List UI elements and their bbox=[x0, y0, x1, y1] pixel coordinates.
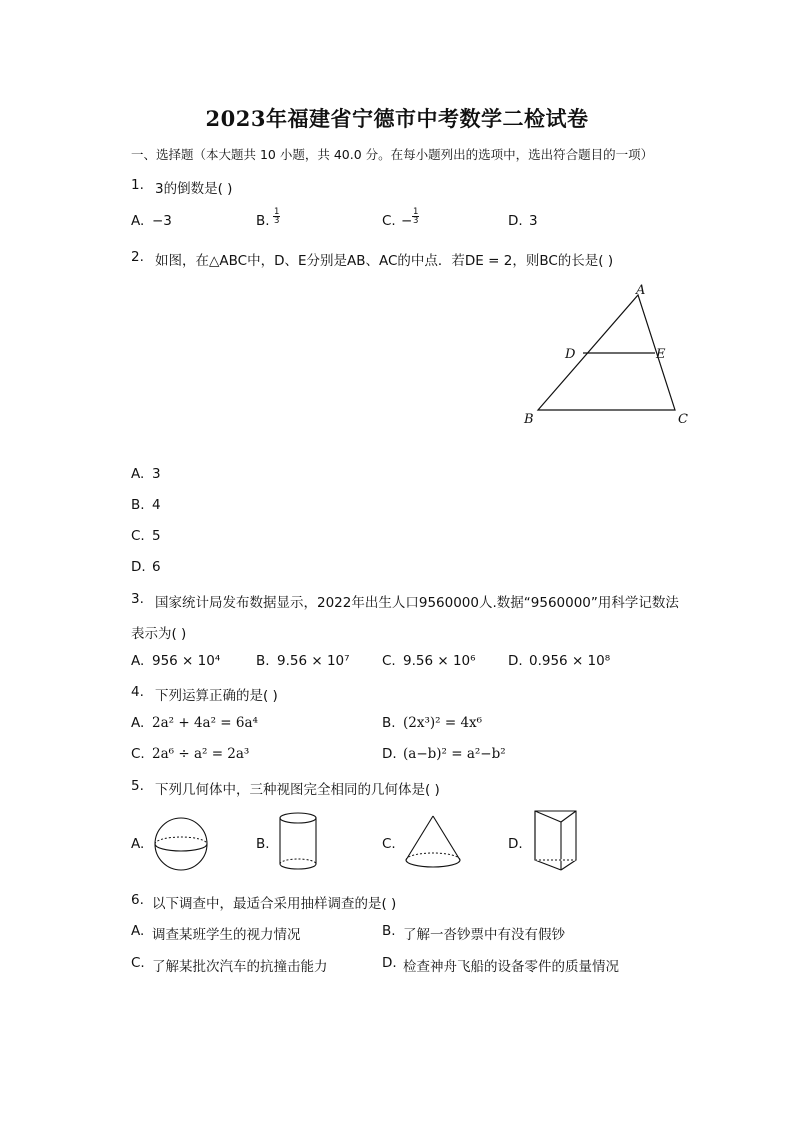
option-label: C. bbox=[131, 746, 145, 762]
cylinder-icon bbox=[276, 811, 320, 873]
question-stem-line-1: 国家统计局发布数据显示，2022年出生人口9560000人.数据“9560000”用科学记数法 bbox=[155, 595, 679, 611]
question-stem: 下列几何体中，三种视图完全相同的几何体是( ) bbox=[155, 782, 440, 798]
option-text: 检查神舟飞船的设备零件的质量情况 bbox=[403, 959, 619, 975]
vertex-label-b: B bbox=[524, 412, 534, 427]
fraction-numerator: 1 bbox=[413, 207, 419, 217]
triangular-prism-icon bbox=[530, 808, 582, 872]
option-text: 了解某批次汽车的抗撞击能力 bbox=[152, 959, 328, 975]
option-text: 5 bbox=[152, 528, 161, 544]
vertex-label-c: C bbox=[678, 412, 688, 427]
option-label: B. bbox=[256, 213, 270, 229]
question-number: 6. bbox=[131, 892, 144, 908]
option-label: D. bbox=[131, 559, 146, 575]
option-label: C. bbox=[382, 653, 396, 669]
fraction-denominator: 3 bbox=[413, 216, 419, 226]
question-stem: 以下调查中，最适合采用抽样调查的是( ) bbox=[152, 896, 397, 912]
question-stem: 3的倒数是( ) bbox=[155, 181, 233, 197]
vertex-label-a: A bbox=[636, 283, 646, 298]
sphere-icon bbox=[152, 816, 210, 872]
option-text: 0.956 × 10⁸ bbox=[529, 653, 611, 669]
question-number: 4. bbox=[131, 684, 144, 700]
option-label: C. bbox=[382, 213, 396, 229]
option-text: (2x³)² = 4x⁶ bbox=[403, 715, 483, 731]
option-text: 4 bbox=[152, 497, 161, 513]
option-label: B. bbox=[131, 497, 145, 513]
option-label: D. bbox=[508, 653, 523, 669]
option-label: A. bbox=[131, 466, 145, 482]
option-label: B. bbox=[382, 923, 396, 939]
fraction-denominator: 3 bbox=[274, 216, 280, 226]
option-text: 3 bbox=[529, 213, 538, 229]
option-text: −3 bbox=[152, 213, 172, 229]
option-label: B. bbox=[256, 836, 270, 852]
option-text: 956 × 10⁴ bbox=[152, 653, 221, 669]
option-text: 调查某班学生的视力情况 bbox=[152, 927, 301, 943]
cone-icon bbox=[403, 813, 463, 871]
exam-title: 2023年福建省宁德市中考数学二检试卷 bbox=[205, 106, 589, 131]
option-label: B. bbox=[256, 653, 270, 669]
option-text: 9.56 × 10⁶ bbox=[403, 653, 476, 669]
question-number: 5. bbox=[131, 778, 144, 794]
option-label: A. bbox=[131, 653, 145, 669]
section-heading: 一、选择题（本大题共 10 小题，共 40.0 分。在每小题列出的选项中，选出符合题目的一项） bbox=[131, 147, 654, 162]
option-label: C. bbox=[131, 528, 145, 544]
option-text: 3 bbox=[152, 466, 161, 482]
question-number: 2. bbox=[131, 249, 144, 265]
question-number: 1. bbox=[131, 177, 144, 193]
option-label: C. bbox=[382, 836, 396, 852]
option-text: 6 bbox=[152, 559, 161, 575]
question-stem: 下列运算正确的是( ) bbox=[155, 688, 278, 704]
option-label: A. bbox=[131, 213, 145, 229]
option-text: 了解一沓钞票中有没有假钞 bbox=[403, 927, 565, 943]
fraction-one-third bbox=[412, 208, 419, 225]
question-stem-line-2: 表示为( ) bbox=[131, 626, 187, 642]
option-label: D. bbox=[382, 746, 397, 762]
option-text: 2a² + 4a² = 6a⁴ bbox=[152, 715, 258, 731]
option-text: 2a⁶ ÷ a² = 2a³ bbox=[152, 746, 250, 762]
option-text: (a−b)² = a²−b² bbox=[403, 746, 506, 762]
option-label: A. bbox=[131, 923, 145, 939]
option-label: B. bbox=[382, 715, 396, 731]
option-label: D. bbox=[508, 836, 523, 852]
fraction-numerator: 1 bbox=[274, 207, 280, 217]
option-text: 9.56 × 10⁷ bbox=[277, 653, 350, 669]
triangle-figure bbox=[515, 280, 700, 430]
point-label-d: D bbox=[565, 347, 576, 362]
option-label: D. bbox=[382, 955, 397, 971]
option-label: C. bbox=[131, 955, 145, 971]
question-number: 3. bbox=[131, 591, 144, 607]
point-label-e: E bbox=[656, 347, 666, 362]
option-label: A. bbox=[131, 836, 145, 852]
option-label: D. bbox=[508, 213, 523, 229]
fraction-one-third bbox=[273, 208, 280, 225]
question-stem: 如图，在△ABC中，D、E分别是AB、AC的中点．若DE = 2，则BC的长是( ) bbox=[155, 253, 614, 269]
minus-sign: − bbox=[401, 213, 413, 229]
option-label: A. bbox=[131, 715, 145, 731]
